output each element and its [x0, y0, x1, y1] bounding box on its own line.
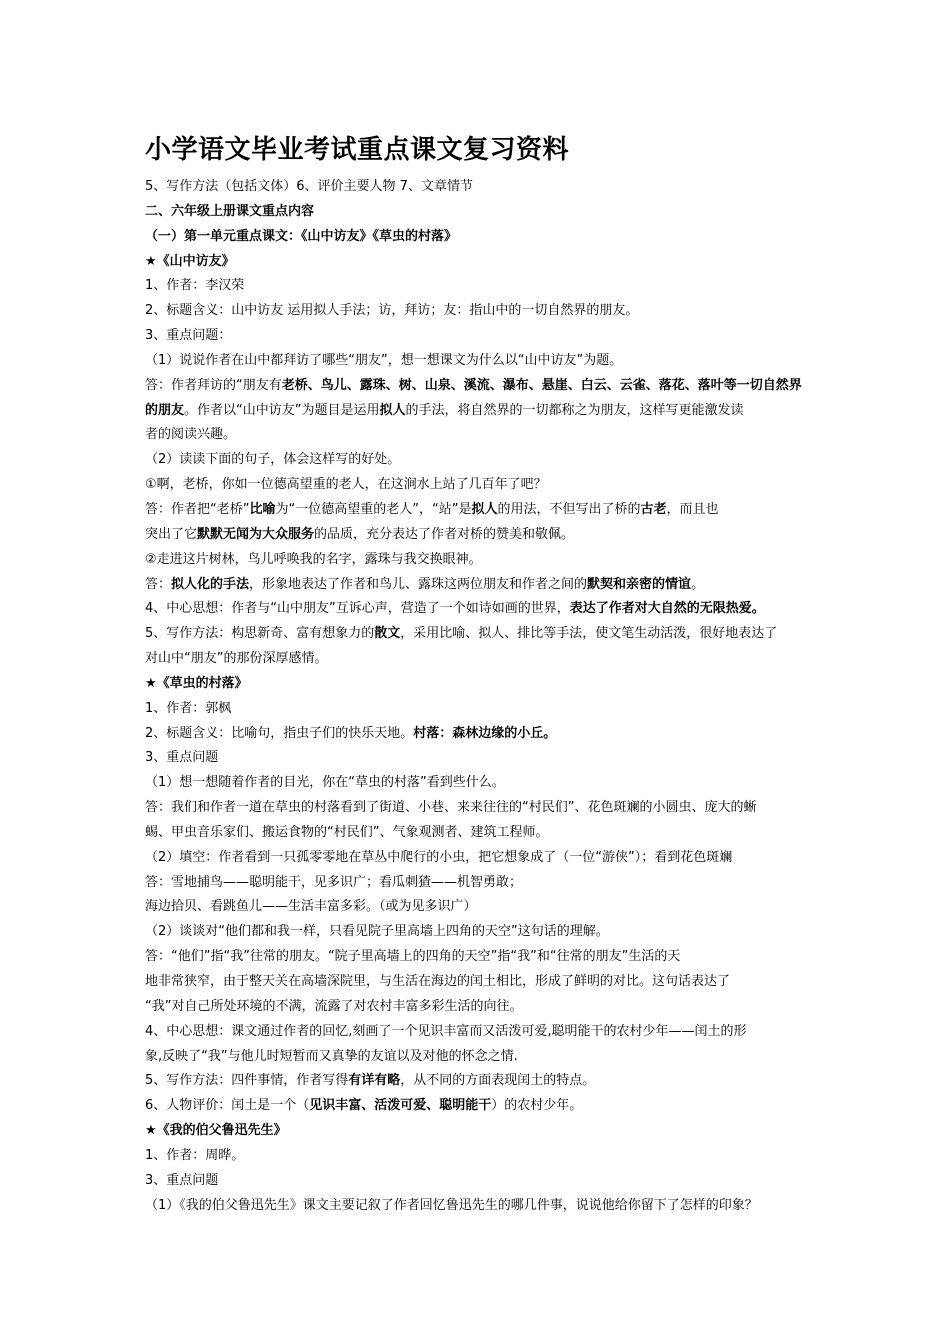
text-line — [145, 200, 815, 225]
bold-text: 的朋友 — [145, 402, 185, 418]
text-run: ）的农村少年。 — [491, 1098, 583, 1114]
text-line — [145, 672, 815, 697]
text-run: 2、标题含义：山中访友 运用拟人手法；访，拜访；友：指山中的一切自然界的朋友。 — [145, 303, 639, 319]
text-run: 海边拾贝、看跳鱼儿——生活丰富多彩。（或为见多识广） — [145, 899, 477, 915]
document-body — [145, 175, 815, 1218]
text-line — [145, 746, 815, 771]
text-run: （1）《我的伯父鲁迅先生》课文主要记叙了作者回忆鲁迅先生的哪几件事，说说他给你留下了怎样的印象？ — [145, 1197, 758, 1213]
text-run: “我”对自己所处环境的不满，流露了对农村丰富多彩生活的向往。 — [145, 998, 523, 1014]
text-run: ，而且也 — [666, 501, 719, 517]
bold-text: 拟人 — [379, 402, 406, 418]
text-run: 。作者以“山中访友”为题目是运用 — [184, 402, 380, 418]
bold-text: 古老 — [640, 501, 667, 517]
text-line — [145, 895, 815, 920]
text-run: 1、作者：周晔。 — [145, 1147, 245, 1163]
text-run: 答：作者拜访的“朋友有 — [145, 377, 282, 393]
bold-text: 老桥、鸟儿、露珠、树、山泉、溪流、瀑布、悬崖、白云、云雀、落花、落叶等一切自然界 — [281, 377, 802, 393]
text-line — [145, 299, 815, 324]
text-run: 5、写作方法：构思新奇、富有想象力的 — [145, 626, 375, 642]
text-line — [145, 274, 815, 299]
text-line — [145, 1020, 815, 1045]
text-line — [145, 622, 815, 647]
text-line — [145, 920, 815, 945]
text-run: （1）想一想随着作者的目光，你在“草虫的村落”看到些什么。 — [145, 775, 505, 791]
bold-text: 拟人 — [471, 501, 498, 517]
text-run: 5、写作方法：四件事情，作者写得 — [145, 1073, 349, 1089]
text-run: 4、中心思想：作者与“山中朋友”互诉心声，营造了一个如诗如画的世界， — [145, 601, 570, 617]
text-line — [145, 647, 815, 672]
text-line — [145, 1069, 815, 1094]
text-line — [145, 796, 815, 821]
text-line — [145, 250, 815, 275]
bold-text: 默契和亲密的情谊 — [587, 576, 692, 592]
text-run: 答：作者把“老桥” — [145, 501, 250, 517]
document-title: 小学语文毕业考试重点课文复习资料 — [145, 135, 570, 165]
text-run: 答：“他们”指“我”往常的朋友。“院子里高墙上的四角的天空”指“我”和“往常的朋友”生活的天 — [145, 949, 681, 965]
text-run: 3、重点问题 — [145, 1172, 219, 1188]
text-line — [145, 349, 815, 374]
text-line — [145, 995, 815, 1020]
text-run: ，形象地表达了作者和鸟儿、露珠这两位朋友和作者之间的 — [249, 576, 588, 592]
text-line — [145, 970, 815, 995]
text-run: 。 — [691, 576, 705, 592]
text-line — [145, 1045, 815, 1070]
text-line — [145, 1119, 815, 1144]
text-run: 3、重点问题： — [145, 328, 232, 344]
text-run: 为“一位德高望重的老人”，“站”是 — [275, 501, 472, 517]
bold-text: （一）第一单元重点课文：《山中访友》《草虫的村落》 — [145, 228, 458, 244]
text-line — [145, 771, 815, 796]
bold-text: 表达了作者对大自然的无限热爱。 — [569, 601, 765, 617]
bold-text: 二、六年级上册课文重点内容 — [145, 203, 315, 219]
text-run: 蜴、甲虫音乐家们、搬运食物的“村民们”、气象观测者、建筑工程师。 — [145, 824, 549, 840]
text-run: 的品质，充分表达了作者对桥的赞美和敬佩。 — [314, 526, 575, 542]
bold-text: 比喻 — [249, 501, 276, 517]
text-line — [145, 374, 815, 399]
text-line — [145, 871, 815, 896]
text-run: （2）读读下面的句子，体会这样写的好处。 — [145, 452, 401, 468]
bold-text: ★《我的伯父鲁迅先生》 — [145, 1123, 287, 1139]
bold-text: 拟人化的手法 — [171, 576, 250, 592]
text-run: 对山中“朋友”的那份深厚感情。 — [145, 651, 328, 667]
text-run: 4、中心思想：课文通过作者的回忆,刻画了一个见识丰富而又活泼可爱,聪明能干的农村少年——闰土的形 — [145, 1023, 747, 1039]
text-run: （1）说说作者在山中都拜访了哪些“朋友”，想一想课文为什么以“山中访友”为题。 — [145, 352, 623, 368]
text-run: 1、作者：郭枫 — [145, 700, 232, 716]
text-run: 5、写作方法（包括文体）6、评价主要人物 7、文章情节 — [145, 179, 473, 194]
text-line — [145, 573, 815, 598]
text-line — [145, 423, 815, 448]
bold-text: 见识丰富、活泼可爱、聪明能干 — [309, 1098, 492, 1114]
text-line — [145, 548, 815, 573]
text-run: 的手法，将自然界的一切都称之为朋友，这样写更能激发读 — [405, 402, 744, 418]
text-line — [145, 448, 815, 473]
text-line — [145, 523, 815, 548]
text-run: 者的阅读兴趣。 — [145, 427, 237, 443]
bold-text: ★《草虫的村落》 — [145, 675, 248, 691]
text-run: （2）填空：作者看到一只孤零零地在草丛中爬行的小虫，把它想象成了（一位“游侠”）；看到花色斑斓 — [145, 849, 733, 865]
text-line — [145, 324, 815, 349]
text-run: 1、作者：李汉荣 — [145, 278, 245, 294]
text-line — [145, 697, 815, 722]
text-line — [145, 846, 815, 871]
bold-text: 默默无闻为大众服务 — [197, 526, 315, 542]
text-line — [145, 473, 815, 498]
text-line — [145, 1169, 815, 1194]
text-run: ①啊，老桥，你如一位德高望重的老人，在这涧水上站了几百年了吧？ — [145, 477, 547, 493]
text-line — [145, 225, 815, 250]
text-line — [145, 498, 815, 523]
text-run: 的用法，不但写出了桥的 — [497, 501, 641, 517]
text-line — [145, 945, 815, 970]
text-run: ，从不同的方面表现闰土的特点。 — [400, 1073, 596, 1089]
text-line — [145, 1144, 815, 1169]
text-run: 地非常狭窄，由于整天关在高墙深院里，与生活在海边的闰土相比，形成了鲜明的对比。这句话表达了 — [145, 974, 731, 989]
text-run: ，采用比喻、拟人、排比等手法，使文笔生动活泼，很好地表达了 — [400, 626, 778, 642]
text-run: ②走进这片树林，鸟儿呼唤我的名字，露珠与我交换眼神。 — [145, 551, 482, 567]
bold-text: ★《山中访友》 — [145, 253, 235, 269]
text-line — [145, 821, 815, 846]
text-run: （2）谈谈对“他们都和我一样，只看见院子里高墙上四角的天空”这句话的理解。 — [145, 924, 609, 940]
text-line — [145, 597, 815, 622]
text-line — [145, 175, 815, 200]
bold-text: 有详有略 — [348, 1073, 401, 1089]
document-page — [145, 132, 815, 1218]
text-line — [145, 1194, 815, 1219]
text-line — [145, 722, 815, 747]
bold-text: 村落：森林边缘的小丘。 — [413, 725, 557, 741]
text-run: 2、标题含义：比喻句，指虫子们的快乐天地。 — [145, 725, 414, 741]
text-line — [145, 399, 815, 424]
text-run: 3、重点问题 — [145, 750, 219, 766]
text-run: 突出了它 — [145, 526, 198, 542]
text-run: 答：雪地捕鸟——聪明能干，见多识广；看瓜刺猹——机智勇敢； — [145, 874, 523, 890]
text-run: 答：我们和作者一道在草虫的村落看到了街道、小巷、来来往往的“村民们”、花色斑斓的小圆虫、庞大的蜥 — [145, 800, 757, 816]
text-line — [145, 1094, 815, 1119]
text-run: 答： — [145, 576, 172, 592]
bold-text: 散文 — [374, 626, 401, 642]
text-run: 象,反映了“我”与他儿时短暂而又真挚的友谊以及对他的怀念之情. — [145, 1048, 518, 1064]
text-run: 6、人物评价：闰土是一个（ — [145, 1098, 310, 1114]
